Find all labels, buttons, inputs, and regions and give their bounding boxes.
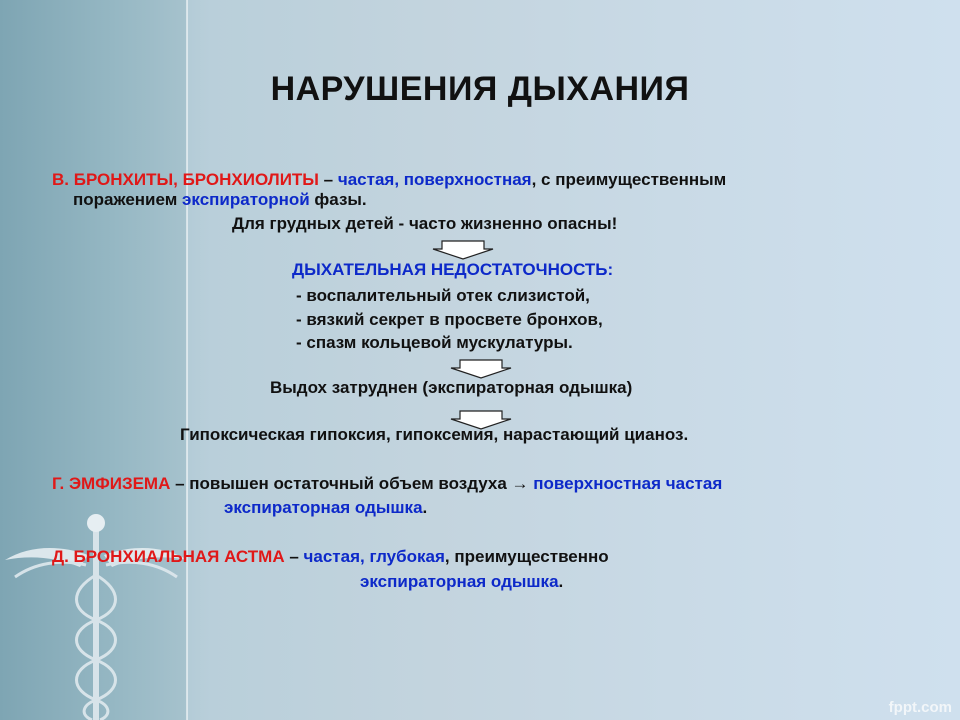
section-d-rest: , преимущественно — [444, 547, 609, 566]
section-b-exhale: Выдох затруднен (экспираторная одышка) — [270, 378, 633, 397]
section-b-line2-b: экспираторной — [182, 190, 310, 209]
section-b-cause-3: - спазм кольцевой мускулатуры. — [296, 333, 573, 352]
page-title — [0, 70, 960, 109]
section-b-cause-1: - воспалительный отек слизистой, — [296, 286, 590, 305]
section-b-insufficiency: ДЫХАТЕЛЬНАЯ НЕДОСТАТОЧНОСТЬ: — [292, 260, 614, 279]
section-g-end: . — [422, 498, 428, 517]
section-d-blue2: экспираторная одышка — [360, 572, 559, 591]
section-d-line2 — [360, 572, 563, 592]
section-b-line2-a: поражением — [73, 190, 183, 209]
page-title-text: НАРУШЕНИЯ ДЫХАНИЯ — [270, 70, 690, 108]
section-d-heading: Д. БРОНХИАЛЬНАЯ АСТМА — [52, 547, 285, 566]
section-d-dash: – — [284, 547, 304, 566]
section-b-infants: Для грудных детей - часто жизненно опасны! — [232, 214, 618, 233]
section-b-hypoxia: Гипоксическая гипоксия, гипоксемия, нарастающий цианоз. — [180, 425, 689, 444]
section-g-blue2: экспираторная одышка — [224, 498, 423, 517]
section-g-heading: Г. ЭМФИЗЕМА — [52, 474, 171, 493]
section-d-line1 — [52, 547, 609, 567]
section-b-rest1: , с преимущественным — [531, 170, 727, 189]
section-b-dash: – — [318, 170, 338, 189]
watermark: fppt.com — [888, 699, 952, 716]
section-b-heading: В. БРОНХИТЫ, БРОНХИОЛИТЫ — [52, 170, 319, 189]
section-g-blue1: поверхностная частая — [528, 474, 723, 493]
section-g-dash: – — [170, 474, 190, 493]
section-g-line1 — [52, 474, 722, 494]
section-d-blue1: частая, глубокая — [303, 547, 445, 566]
section-b-cause-2: - вязкий секрет в просвете бронхов, — [296, 310, 603, 329]
section-b-freq: частая, поверхностная — [337, 170, 532, 189]
section-b-line2 — [73, 190, 367, 210]
down-arrow-icon — [450, 359, 512, 379]
right-arrow-icon: → — [511, 474, 529, 493]
section-g-line2 — [224, 498, 427, 518]
section-d-end: . — [558, 572, 564, 591]
section-g-text: повышен остаточный объем воздуха — [189, 474, 512, 493]
section-b-line1 — [52, 170, 726, 190]
down-arrow-icon — [432, 240, 494, 260]
caduceus-icon — [0, 505, 190, 720]
section-b-line2-c: фазы. — [309, 190, 367, 209]
